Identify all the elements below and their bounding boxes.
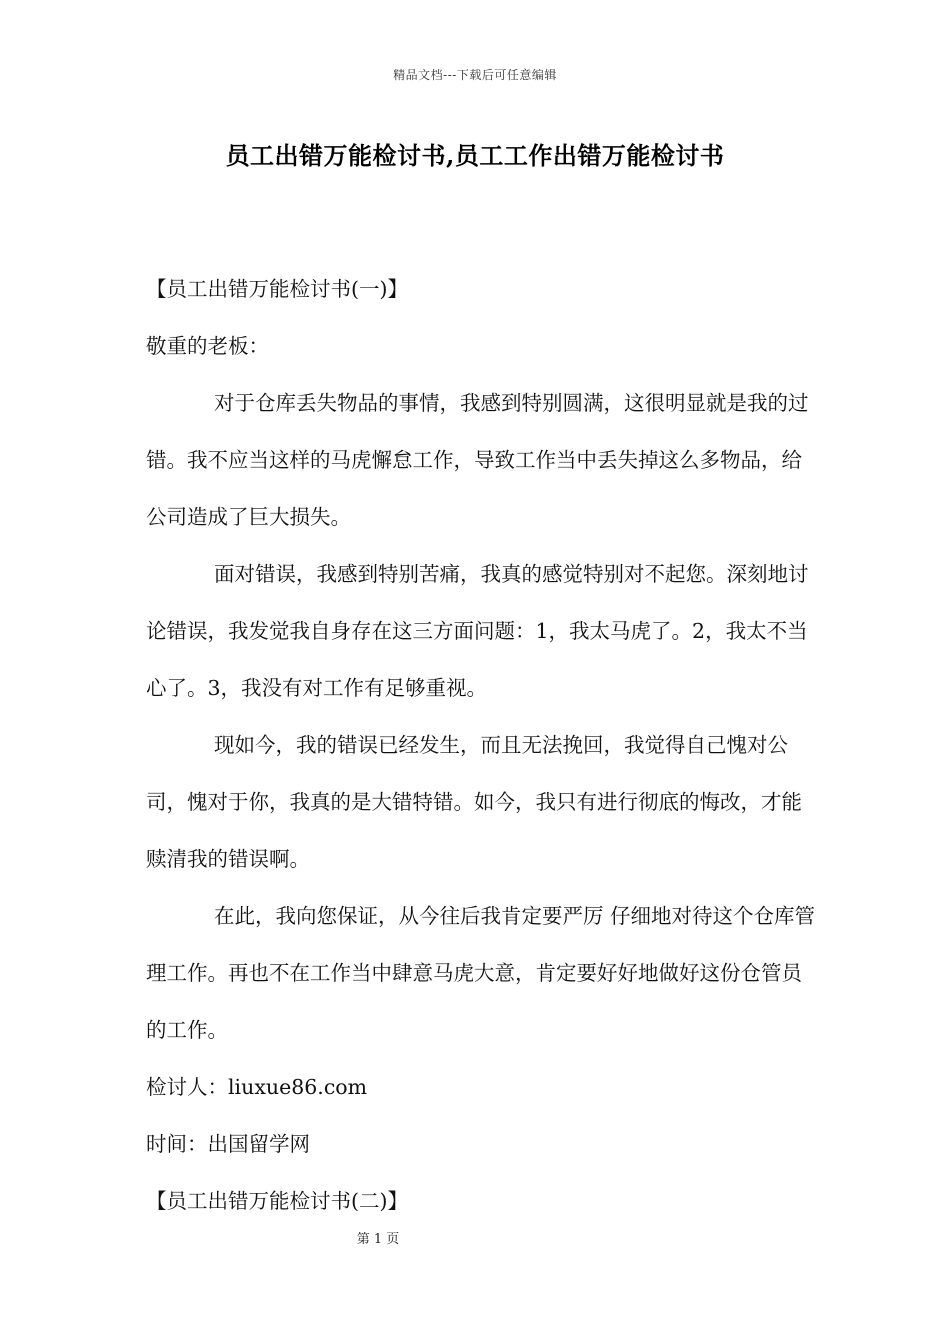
document-body — [146, 261, 822, 1230]
paragraph-2: 面对错误，我感到特别苦痛，我真的感觉特别对不起您。深刻地讨论错误，我发觉我自身存在这三方面问题：1，我太马虎了。2，我太不当心了。3，我没有对工作有足够重视。 — [146, 562, 809, 700]
section-heading-2: 【员工出错万能检讨书(二)】 — [146, 1189, 408, 1213]
section-heading-1: 【员工出错万能检讨书(一)】 — [146, 277, 408, 301]
page-header: 精品文档---下载后可任意编辑 — [393, 68, 557, 82]
salutation: 敬重的老板： — [146, 334, 269, 358]
paragraph-3: 现如今，我的错误已经发生，而且无法挽回，我觉得自己愧对公司，愧对于你，我真的是大错特错。如今，我只有进行彻底的悔改，才能赎清我的错误啊。 — [146, 733, 802, 871]
paragraph-1: 对于仓库丢失物品的事情，我感到特别圆满，这很明显就是我的过错。我不应当这样的马虎懈怠工作，导致工作当中丢失掉这么多物品，给公司造成了巨大损失。 — [146, 391, 809, 529]
paragraph-4: 在此，我向您保证，从今往后我肯定要严厉 仔细地对待这个仓库管理工作。再也不在工作当中肆意马虎大意，肯定要好好地做好这份仓管员的工作。 — [146, 904, 816, 1042]
document-title: 员工出错万能检讨书,员工工作出错万能检讨书 — [225, 141, 725, 170]
page-number: 第 1 页 — [356, 1232, 400, 1247]
signer-line: 检讨人：liuxue86.com — [146, 1075, 368, 1099]
time-line: 时间：出国留学网 — [146, 1132, 310, 1156]
